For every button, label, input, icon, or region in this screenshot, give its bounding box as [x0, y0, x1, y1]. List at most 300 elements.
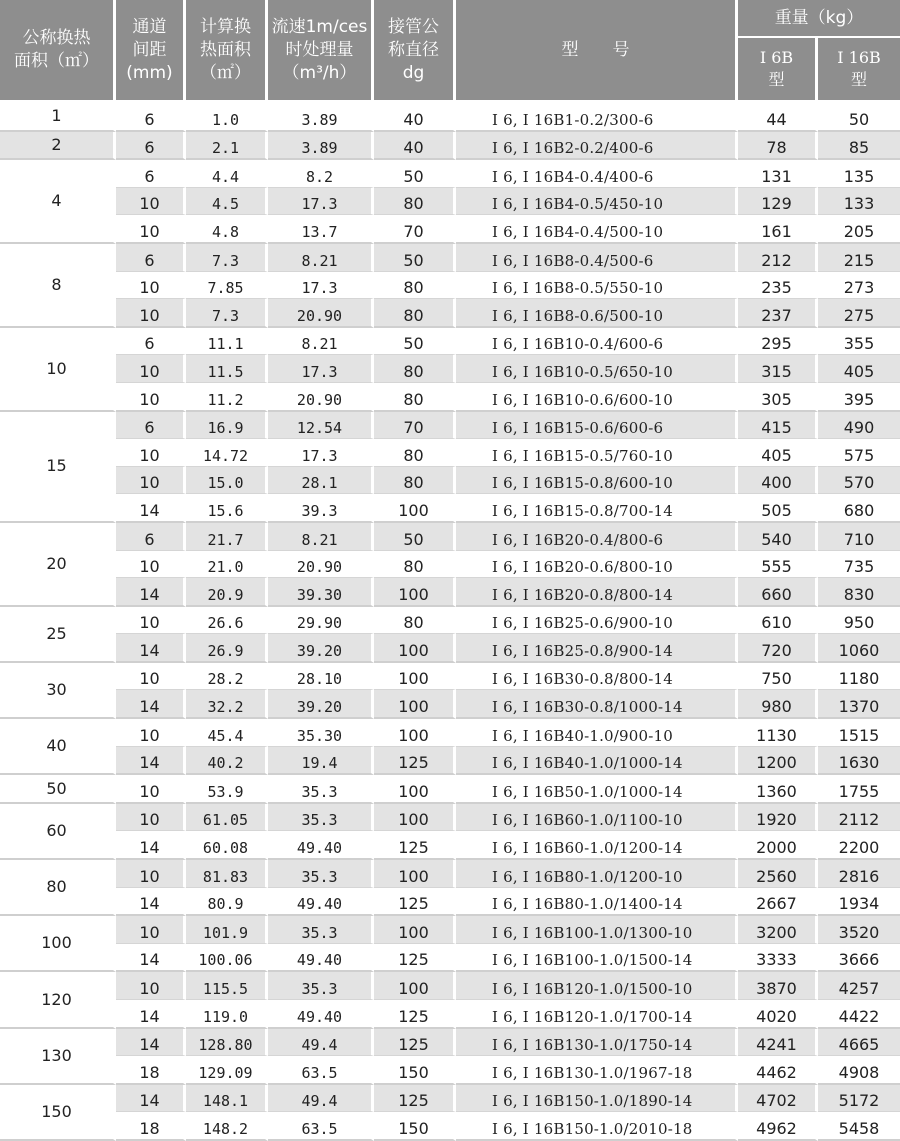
cell-flow: 17.3: [268, 272, 374, 300]
table-row: [0, 383, 900, 412]
cell-flow: 8.2: [268, 160, 374, 188]
table-row: [0, 328, 900, 356]
cell-weight-i16b: 1630: [818, 747, 900, 776]
cell-pipe-diameter: 50: [374, 523, 456, 551]
cell-flow: 49.4: [268, 1029, 374, 1057]
cell-flow: 49.4: [268, 1085, 374, 1113]
cell-weight-i16b: 215: [818, 244, 900, 272]
cell-weight-i16b: 275: [818, 299, 900, 328]
cell-model: Ⅰ 6, Ⅰ 16B4-0.4/500-10: [456, 215, 738, 244]
cell-weight-i6b: 555: [738, 551, 818, 579]
cell-gap: 14: [116, 690, 186, 719]
cell-flow: 35.3: [268, 972, 374, 1000]
header-line: 计算换: [200, 16, 251, 37]
cell-weight-i16b: 710: [818, 523, 900, 551]
table-row: [0, 494, 900, 523]
cell-weight-i16b: 205: [818, 215, 900, 244]
table-row: [0, 747, 900, 776]
cell-calc-area: 80.9: [186, 888, 268, 917]
cell-model: Ⅰ 6, Ⅰ 16B4-0.4/400-6: [456, 160, 738, 188]
cell-weight-i16b: 5458: [818, 1112, 900, 1141]
cell-pipe-diameter: 80: [374, 299, 456, 328]
cell-model: Ⅰ 6, Ⅰ 16B15-0.5/760-10: [456, 439, 738, 467]
cell-flow: 39.20: [268, 690, 374, 719]
header-line: 公称换热: [22, 28, 91, 48]
cell-gap: 14: [116, 634, 186, 663]
cell-weight-i6b: 660: [738, 578, 818, 607]
cell-nominal-area: 50: [0, 775, 116, 804]
cell-weight-i6b: 3333: [738, 944, 818, 973]
cell-model: Ⅰ 6, Ⅰ 16B10-0.4/600-6: [456, 328, 738, 356]
cell-weight-i16b: 4665: [818, 1029, 900, 1057]
header-line: 通道: [132, 16, 167, 37]
cell-weight-i16b: 575: [818, 439, 900, 467]
cell-weight-i6b: 235: [738, 272, 818, 300]
table-row: [0, 299, 900, 328]
cell-weight-i6b: 1130: [738, 719, 818, 747]
cell-gap: 14: [116, 888, 186, 917]
cell-model: Ⅰ 6, Ⅰ 16B120-1.0/1500-10: [456, 972, 738, 1000]
table-row: [0, 775, 900, 804]
table-row: [0, 439, 900, 467]
table-row: [0, 804, 900, 832]
cell-nominal-area: 80: [0, 860, 116, 916]
cell-calc-area: 16.9: [186, 412, 268, 440]
cell-model: Ⅰ 6, Ⅰ 16B30-0.8/800-14: [456, 663, 738, 691]
cell-flow: 13.7: [268, 215, 374, 244]
cell-calc-area: 148.2: [186, 1112, 268, 1141]
cell-gap: 10: [116, 215, 186, 244]
cell-pipe-diameter: 100: [374, 972, 456, 1000]
cell-calc-area: 11.1: [186, 328, 268, 356]
cell-pipe-diameter: 150: [374, 1112, 456, 1141]
cell-weight-i6b: 4462: [738, 1056, 818, 1085]
cell-pipe-diameter: 100: [374, 775, 456, 804]
header-line: 接管公: [388, 16, 439, 37]
cell-calc-area: 4.5: [186, 188, 268, 216]
cell-pipe-diameter: 40: [374, 132, 456, 161]
table-row: [0, 355, 900, 383]
cell-weight-i6b: 4020: [738, 1000, 818, 1029]
cell-model: Ⅰ 6, Ⅰ 16B15-0.6/600-6: [456, 412, 738, 440]
cell-flow: 63.5: [268, 1112, 374, 1141]
cell-calc-area: 4.4: [186, 160, 268, 188]
cell-nominal-area: 130: [0, 1029, 116, 1085]
cell-weight-i16b: 355: [818, 328, 900, 356]
table-row: [0, 523, 900, 551]
cell-model: Ⅰ 6, Ⅰ 16B8-0.4/500-6: [456, 244, 738, 272]
cell-weight-i6b: 720: [738, 634, 818, 663]
table-row: [0, 1056, 900, 1085]
header-line: 热面积: [200, 39, 251, 60]
cell-calc-area: 53.9: [186, 775, 268, 804]
cell-weight-i16b: 1370: [818, 690, 900, 719]
header-calc-area: [186, 0, 268, 103]
cell-weight-i6b: 540: [738, 523, 818, 551]
cell-weight-i6b: 131: [738, 160, 818, 188]
cell-pipe-diameter: 50: [374, 328, 456, 356]
header-weight-i16b: [818, 38, 900, 103]
cell-calc-area: 40.2: [186, 747, 268, 776]
cell-calc-area: 1.0: [186, 103, 268, 132]
cell-model: Ⅰ 6, Ⅰ 16B15-0.8/700-14: [456, 494, 738, 523]
cell-weight-i16b: 735: [818, 551, 900, 579]
table-row: [0, 551, 900, 579]
cell-pipe-diameter: 125: [374, 1029, 456, 1057]
cell-weight-i16b: 4908: [818, 1056, 900, 1085]
cell-flow: 63.5: [268, 1056, 374, 1085]
cell-nominal-area: 15: [0, 412, 116, 523]
cell-model: Ⅰ 6, Ⅰ 16B150-1.0/1890-14: [456, 1085, 738, 1113]
cell-pipe-diameter: 100: [374, 860, 456, 888]
cell-weight-i16b: 405: [818, 355, 900, 383]
cell-flow: 28.1: [268, 467, 374, 495]
cell-pipe-diameter: 100: [374, 690, 456, 719]
cell-flow: 49.40: [268, 831, 374, 860]
cell-weight-i6b: 4962: [738, 1112, 818, 1141]
cell-flow: 8.21: [268, 328, 374, 356]
cell-weight-i16b: 3520: [818, 916, 900, 944]
cell-flow: 35.30: [268, 719, 374, 747]
cell-gap: 10: [116, 916, 186, 944]
table-header: [0, 0, 900, 103]
header-model: 型 号: [456, 0, 738, 103]
cell-weight-i16b: 4422: [818, 1000, 900, 1029]
cell-model: Ⅰ 6, Ⅰ 16B4-0.5/450-10: [456, 188, 738, 216]
cell-model: Ⅰ 6, Ⅰ 16B80-1.0/1400-14: [456, 888, 738, 917]
header-line: (mm): [126, 62, 173, 83]
cell-model: Ⅰ 6, Ⅰ 16B60-1.0/1200-14: [456, 831, 738, 860]
cell-nominal-area: 4: [0, 160, 116, 244]
table-row: [0, 1029, 900, 1057]
header-area: [0, 0, 116, 103]
cell-gap: 10: [116, 467, 186, 495]
cell-weight-i16b: 570: [818, 467, 900, 495]
cell-gap: 14: [116, 1029, 186, 1057]
cell-pipe-diameter: 125: [374, 888, 456, 917]
cell-flow: 39.30: [268, 578, 374, 607]
cell-pipe-diameter: 100: [374, 663, 456, 691]
cell-flow: 39.3: [268, 494, 374, 523]
cell-gap: 14: [116, 944, 186, 973]
cell-weight-i6b: 1920: [738, 804, 818, 832]
cell-weight-i6b: 295: [738, 328, 818, 356]
cell-pipe-diameter: 40: [374, 103, 456, 132]
cell-weight-i16b: 1755: [818, 775, 900, 804]
cell-gap: 10: [116, 775, 186, 804]
cell-model: Ⅰ 6, Ⅰ 16B20-0.4/800-6: [456, 523, 738, 551]
cell-model: Ⅰ 6, Ⅰ 16B80-1.0/1200-10: [456, 860, 738, 888]
cell-calc-area: 7.3: [186, 244, 268, 272]
cell-gap: 14: [116, 578, 186, 607]
cell-calc-area: 148.1: [186, 1085, 268, 1113]
cell-pipe-diameter: 125: [374, 1000, 456, 1029]
cell-calc-area: 2.1: [186, 132, 268, 161]
cell-weight-i16b: 85: [818, 132, 900, 161]
cell-weight-i6b: 78: [738, 132, 818, 161]
header-weight-i6b: [738, 38, 818, 103]
cell-gap: 14: [116, 747, 186, 776]
header-gap: [116, 0, 186, 103]
cell-model: Ⅰ 6, Ⅰ 16B50-1.0/1000-14: [456, 775, 738, 804]
cell-gap: 10: [116, 551, 186, 579]
table-row: [0, 916, 900, 944]
cell-flow: 8.21: [268, 523, 374, 551]
cell-nominal-area: 20: [0, 523, 116, 607]
cell-gap: 6: [116, 244, 186, 272]
cell-flow: 8.21: [268, 244, 374, 272]
cell-model: Ⅰ 6, Ⅰ 16B8-0.5/550-10: [456, 272, 738, 300]
cell-gap: 10: [116, 299, 186, 328]
cell-gap: 10: [116, 719, 186, 747]
table-row: [0, 188, 900, 216]
cell-nominal-area: 100: [0, 916, 116, 972]
cell-gap: 18: [116, 1056, 186, 1085]
cell-calc-area: 101.9: [186, 916, 268, 944]
table-row: [0, 1085, 900, 1113]
table-row: [0, 860, 900, 888]
cell-gap: 6: [116, 103, 186, 132]
cell-weight-i6b: 4241: [738, 1029, 818, 1057]
cell-gap: 6: [116, 132, 186, 161]
cell-model: Ⅰ 6, Ⅰ 16B10-0.5/650-10: [456, 355, 738, 383]
cell-pipe-diameter: 80: [374, 551, 456, 579]
cell-model: Ⅰ 6, Ⅰ 16B25-0.8/900-14: [456, 634, 738, 663]
header-flow: [268, 0, 374, 103]
cell-model: Ⅰ 6, Ⅰ 16B100-1.0/1300-10: [456, 916, 738, 944]
cell-calc-area: 61.05: [186, 804, 268, 832]
cell-calc-area: 7.85: [186, 272, 268, 300]
cell-model: Ⅰ 6, Ⅰ 16B40-1.0/1000-14: [456, 747, 738, 776]
header-line: 型: [851, 70, 868, 89]
cell-pipe-diameter: 125: [374, 747, 456, 776]
cell-weight-i6b: 2000: [738, 831, 818, 860]
table-row: [0, 831, 900, 860]
table-row: [0, 1112, 900, 1141]
cell-gap: 6: [116, 160, 186, 188]
cell-model: Ⅰ 6, Ⅰ 16B25-0.6/900-10: [456, 607, 738, 635]
cell-flow: 20.90: [268, 551, 374, 579]
cell-weight-i16b: 2112: [818, 804, 900, 832]
cell-pipe-diameter: 80: [374, 607, 456, 635]
cell-pipe-diameter: 50: [374, 244, 456, 272]
cell-calc-area: 32.2: [186, 690, 268, 719]
cell-weight-i16b: 1180: [818, 663, 900, 691]
cell-gap: 6: [116, 328, 186, 356]
cell-flow: 29.90: [268, 607, 374, 635]
cell-gap: 14: [116, 494, 186, 523]
cell-nominal-area: 1: [0, 103, 116, 132]
cell-gap: 14: [116, 831, 186, 860]
cell-nominal-area: 10: [0, 328, 116, 412]
cell-nominal-area: 120: [0, 972, 116, 1028]
cell-flow: 49.40: [268, 944, 374, 973]
cell-model: Ⅰ 6, Ⅰ 16B20-0.6/800-10: [456, 551, 738, 579]
cell-flow: 35.3: [268, 804, 374, 832]
cell-gap: 10: [116, 607, 186, 635]
cell-weight-i6b: 2560: [738, 860, 818, 888]
cell-calc-area: 20.9: [186, 578, 268, 607]
cell-pipe-diameter: 50: [374, 160, 456, 188]
cell-pipe-diameter: 100: [374, 578, 456, 607]
table-row: [0, 160, 900, 188]
cell-weight-i6b: 315: [738, 355, 818, 383]
cell-nominal-area: 25: [0, 607, 116, 663]
cell-nominal-area: 40: [0, 719, 116, 775]
cell-weight-i16b: 5172: [818, 1085, 900, 1113]
table-row: [0, 578, 900, 607]
table-row: [0, 215, 900, 244]
cell-gap: 18: [116, 1112, 186, 1141]
cell-pipe-diameter: 80: [374, 272, 456, 300]
cell-calc-area: 100.06: [186, 944, 268, 973]
cell-calc-area: 28.2: [186, 663, 268, 691]
cell-calc-area: 7.3: [186, 299, 268, 328]
cell-weight-i6b: 415: [738, 412, 818, 440]
cell-gap: 10: [116, 804, 186, 832]
cell-pipe-diameter: 125: [374, 944, 456, 973]
cell-pipe-diameter: 150: [374, 1056, 456, 1085]
cell-weight-i6b: 3870: [738, 972, 818, 1000]
cell-calc-area: 129.09: [186, 1056, 268, 1085]
cell-pipe-diameter: 80: [374, 355, 456, 383]
cell-calc-area: 115.5: [186, 972, 268, 1000]
table-row: [0, 244, 900, 272]
table-row: [0, 1000, 900, 1029]
cell-calc-area: 60.08: [186, 831, 268, 860]
header-line: Ⅰ 6B: [759, 48, 794, 67]
cell-model: Ⅰ 6, Ⅰ 16B130-1.0/1967-18: [456, 1056, 738, 1085]
cell-gap: 14: [116, 1085, 186, 1113]
cell-flow: 39.20: [268, 634, 374, 663]
cell-pipe-diameter: 100: [374, 916, 456, 944]
header-line: 间距: [132, 39, 167, 60]
cell-weight-i6b: 2667: [738, 888, 818, 917]
table-row: [0, 888, 900, 917]
cell-flow: 20.90: [268, 383, 374, 412]
cell-nominal-area: 150: [0, 1085, 116, 1141]
cell-calc-area: 26.6: [186, 607, 268, 635]
cell-weight-i16b: 1934: [818, 888, 900, 917]
header-line: dg: [402, 62, 425, 83]
cell-calc-area: 4.8: [186, 215, 268, 244]
cell-weight-i6b: 610: [738, 607, 818, 635]
cell-calc-area: 21.7: [186, 523, 268, 551]
cell-gap: 10: [116, 188, 186, 216]
cell-weight-i6b: 161: [738, 215, 818, 244]
cell-model: Ⅰ 6, Ⅰ 16B20-0.8/800-14: [456, 578, 738, 607]
cell-flow: 17.3: [268, 188, 374, 216]
cell-model: Ⅰ 6, Ⅰ 16B30-0.8/1000-14: [456, 690, 738, 719]
header-line: （m³/h）: [282, 62, 357, 83]
cell-flow: 19.4: [268, 747, 374, 776]
cell-gap: 10: [116, 272, 186, 300]
cell-pipe-diameter: 80: [374, 439, 456, 467]
cell-pipe-diameter: 80: [374, 188, 456, 216]
cell-calc-area: 119.0: [186, 1000, 268, 1029]
cell-flow: 49.40: [268, 1000, 374, 1029]
table-row: [0, 272, 900, 300]
cell-pipe-diameter: 80: [374, 467, 456, 495]
header-line: 面积（㎡）: [14, 51, 99, 71]
cell-calc-area: 14.72: [186, 439, 268, 467]
header-line: 时处理量: [285, 39, 354, 60]
table-body: [0, 103, 900, 1141]
cell-weight-i16b: 2200: [818, 831, 900, 860]
table-row: [0, 719, 900, 747]
cell-gap: 10: [116, 663, 186, 691]
cell-weight-i16b: 950: [818, 607, 900, 635]
cell-calc-area: 11.5: [186, 355, 268, 383]
cell-weight-i6b: 44: [738, 103, 818, 132]
table-row: [0, 663, 900, 691]
cell-calc-area: 128.80: [186, 1029, 268, 1057]
header-line: Ⅰ 16B: [837, 48, 881, 67]
cell-flow: 17.3: [268, 439, 374, 467]
cell-model: Ⅰ 6, Ⅰ 16B15-0.8/600-10: [456, 467, 738, 495]
cell-gap: 10: [116, 439, 186, 467]
cell-calc-area: 26.9: [186, 634, 268, 663]
cell-gap: 14: [116, 1000, 186, 1029]
cell-gap: 6: [116, 412, 186, 440]
cell-model: Ⅰ 6, Ⅰ 16B40-1.0/900-10: [456, 719, 738, 747]
cell-pipe-diameter: 100: [374, 634, 456, 663]
cell-calc-area: 15.0: [186, 467, 268, 495]
header-line: 型: [768, 70, 785, 89]
cell-model: Ⅰ 6, Ⅰ 16B100-1.0/1500-14: [456, 944, 738, 973]
cell-flow: 35.3: [268, 916, 374, 944]
cell-model: Ⅰ 6, Ⅰ 16B150-1.0/2010-18: [456, 1112, 738, 1141]
cell-calc-area: 81.83: [186, 860, 268, 888]
cell-model: Ⅰ 6, Ⅰ 16B60-1.0/1100-10: [456, 804, 738, 832]
cell-pipe-diameter: 80: [374, 383, 456, 412]
cell-nominal-area: 8: [0, 244, 116, 328]
header-line: 称直径: [388, 39, 439, 60]
cell-pipe-diameter: 100: [374, 494, 456, 523]
cell-model: Ⅰ 6, Ⅰ 16B120-1.0/1700-14: [456, 1000, 738, 1029]
cell-calc-area: 11.2: [186, 383, 268, 412]
cell-weight-i16b: 680: [818, 494, 900, 523]
table-row: [0, 467, 900, 495]
cell-nominal-area: 2: [0, 132, 116, 161]
cell-weight-i6b: 980: [738, 690, 818, 719]
cell-calc-area: 15.6: [186, 494, 268, 523]
cell-gap: 10: [116, 972, 186, 1000]
cell-model: Ⅰ 6, Ⅰ 16B1-0.2/300-6: [456, 103, 738, 132]
cell-weight-i6b: 4702: [738, 1085, 818, 1113]
cell-weight-i6b: 237: [738, 299, 818, 328]
cell-pipe-diameter: 100: [374, 804, 456, 832]
cell-flow: 3.89: [268, 103, 374, 132]
cell-pipe-diameter: 125: [374, 831, 456, 860]
cell-weight-i6b: 405: [738, 439, 818, 467]
cell-weight-i6b: 129: [738, 188, 818, 216]
cell-weight-i6b: 3200: [738, 916, 818, 944]
cell-flow: 17.3: [268, 355, 374, 383]
cell-weight-i6b: 1200: [738, 747, 818, 776]
table-row: [0, 972, 900, 1000]
cell-weight-i6b: 750: [738, 663, 818, 691]
cell-nominal-area: 60: [0, 804, 116, 860]
cell-weight-i16b: 3666: [818, 944, 900, 973]
header-pipe-diameter: [374, 0, 456, 103]
cell-flow: 12.54: [268, 412, 374, 440]
cell-weight-i16b: 395: [818, 383, 900, 412]
cell-weight-i6b: 1360: [738, 775, 818, 804]
cell-gap: 6: [116, 523, 186, 551]
table-row: [0, 634, 900, 663]
header-line: 流速1m/ces: [271, 16, 368, 37]
